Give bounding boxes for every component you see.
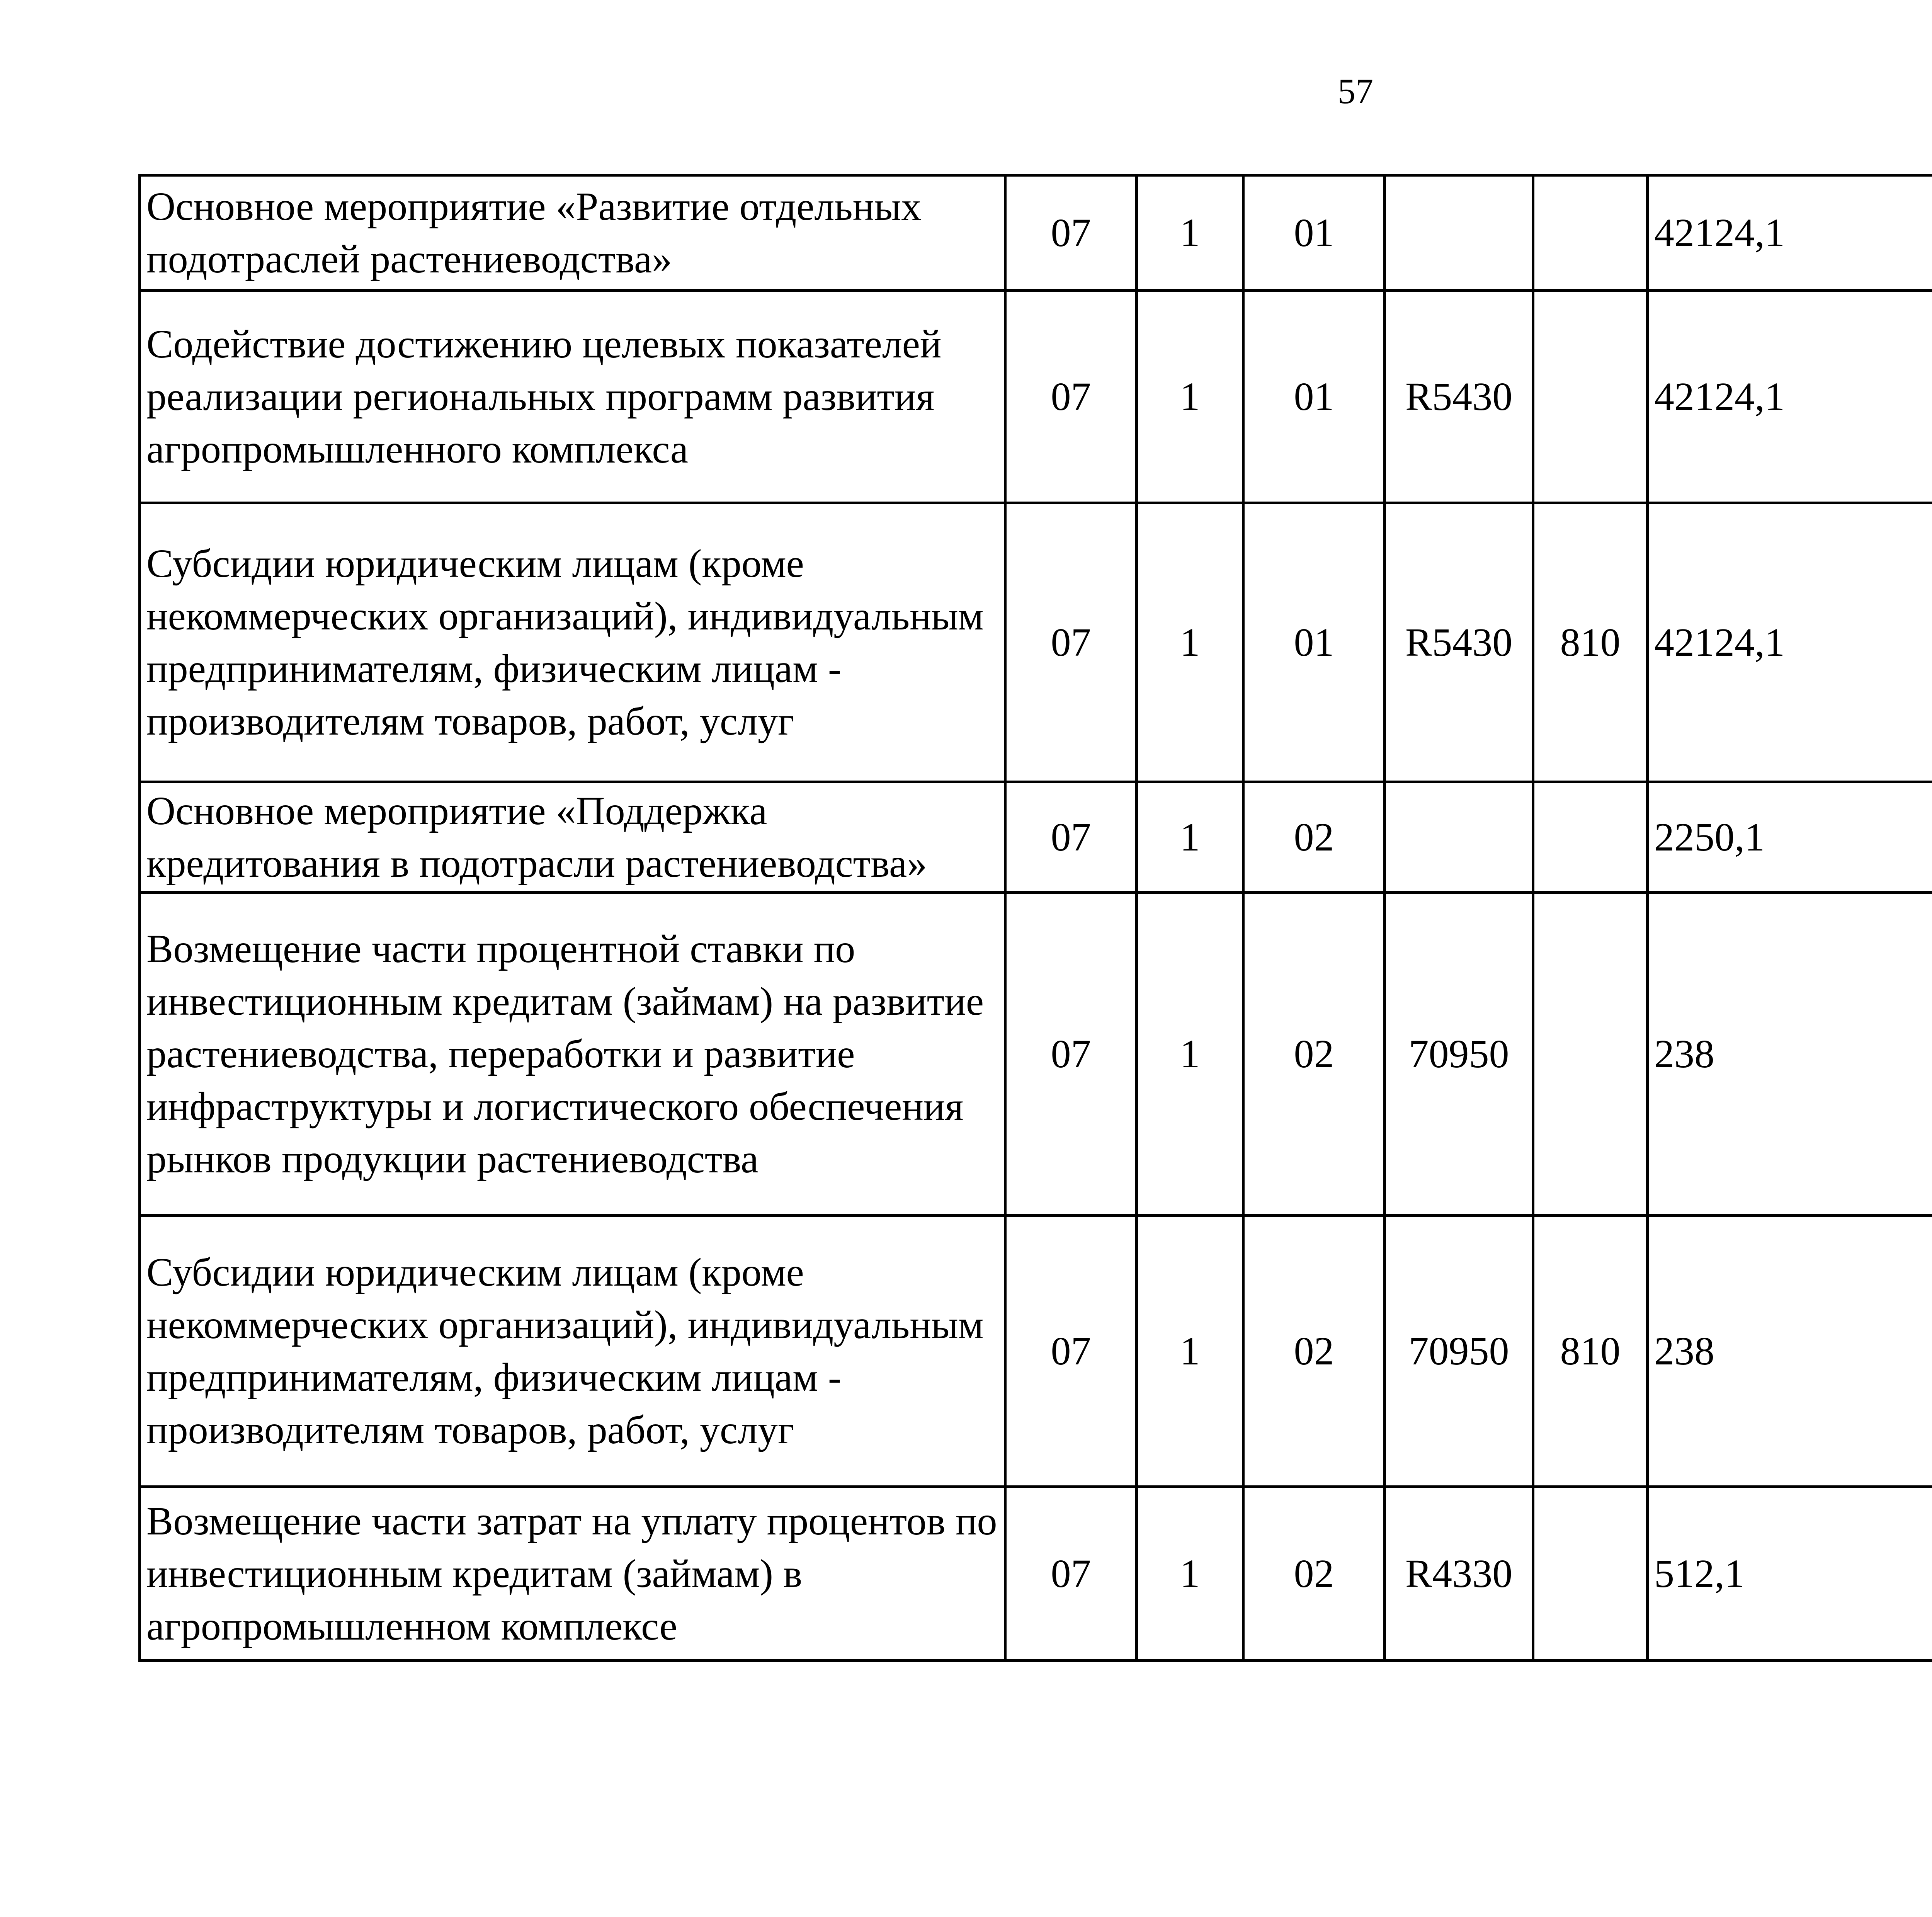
ministry-code-cell: 07 [1005, 175, 1137, 291]
ministry-code-cell: 07 [1005, 503, 1137, 782]
year1-amount-cell: 238 [1648, 1216, 1932, 1487]
target-article-cell [1385, 175, 1533, 291]
table-row [140, 782, 1932, 893]
year1-amount-cell: 2250,1 [1648, 782, 1932, 893]
program-code-cell: 1 [1137, 782, 1243, 893]
target-article-cell: 70950 [1385, 893, 1533, 1216]
table-row [140, 291, 1932, 503]
row-name-cell: Содействие достижению целевых показателей реализации региональных программ развития агропромышленного комплекса [140, 291, 1005, 503]
year1-amount-cell: 42124,1 [1648, 175, 1932, 291]
target-article-cell: R4330 [1385, 1487, 1533, 1661]
target-article-cell: R5430 [1385, 503, 1533, 782]
target-article-cell: R5430 [1385, 291, 1533, 503]
table-row [140, 503, 1932, 782]
page-number: 57 [1338, 71, 1373, 111]
program-code-cell: 1 [1137, 893, 1243, 1216]
table-row [140, 1216, 1932, 1487]
subprogram-code-cell: 02 [1243, 1216, 1385, 1487]
expense-type-cell [1533, 175, 1648, 291]
year1-amount-cell: 42124,1 [1648, 503, 1932, 782]
expense-type-cell: 810 [1533, 1216, 1648, 1487]
expense-type-cell [1533, 782, 1648, 893]
year1-amount-cell: 512,1 [1648, 1487, 1932, 1661]
subprogram-code-cell: 01 [1243, 291, 1385, 503]
row-name-cell: Возмещение части процентной ставки по инвестиционным кредитам (займам) на развитие растениеводства, переработки и развитие инфраструктуры и логистического обеспечения рынков продукции растениеводства [140, 893, 1005, 1216]
subprogram-code-cell: 01 [1243, 175, 1385, 291]
expense-type-cell [1533, 893, 1648, 1216]
row-name-cell: Возмещение части затрат на уплату процентов по инвестиционным кредитам (займам) в агропромышленном комплексе [140, 1487, 1005, 1661]
expense-type-cell [1533, 291, 1648, 503]
row-name-cell: Основное мероприятие «Поддержка кредитования в подотрасли растениеводства» [140, 782, 1005, 893]
subprogram-code-cell: 02 [1243, 782, 1385, 893]
subprogram-code-cell: 02 [1243, 1487, 1385, 1661]
target-article-cell [1385, 782, 1533, 893]
program-code-cell: 1 [1137, 1487, 1243, 1661]
table-row [140, 893, 1932, 1216]
program-code-cell: 1 [1137, 291, 1243, 503]
program-code-cell: 1 [1137, 503, 1243, 782]
ministry-code-cell: 07 [1005, 291, 1137, 503]
subprogram-code-cell: 02 [1243, 893, 1385, 1216]
table-row [140, 1487, 1932, 1661]
table-row [140, 175, 1932, 291]
subprogram-code-cell: 01 [1243, 503, 1385, 782]
target-article-cell: 70950 [1385, 1216, 1533, 1487]
program-code-cell: 1 [1137, 175, 1243, 291]
budget-table [138, 174, 1932, 1662]
year1-amount-cell: 238 [1648, 893, 1932, 1216]
expense-type-cell: 810 [1533, 503, 1648, 782]
ministry-code-cell: 07 [1005, 893, 1137, 1216]
expense-type-cell [1533, 1487, 1648, 1661]
ministry-code-cell: 07 [1005, 782, 1137, 893]
row-name-cell: Основное мероприятие «Развитие отдельных подотраслей растениеводства» [140, 175, 1005, 291]
row-name-cell: Субсидии юридическим лицам (кроме некоммерческих организаций), индивидуальным предпринимателям, физическим лицам - производителям товаров, работ, услуг [140, 503, 1005, 782]
program-code-cell: 1 [1137, 1216, 1243, 1487]
year1-amount-cell: 42124,1 [1648, 291, 1932, 503]
row-name-cell: Субсидии юридическим лицам (кроме некоммерческих организаций), индивидуальным предпринимателям, физическим лицам - производителям товаров, работ, услуг [140, 1216, 1005, 1487]
ministry-code-cell: 07 [1005, 1216, 1137, 1487]
ministry-code-cell: 07 [1005, 1487, 1137, 1661]
